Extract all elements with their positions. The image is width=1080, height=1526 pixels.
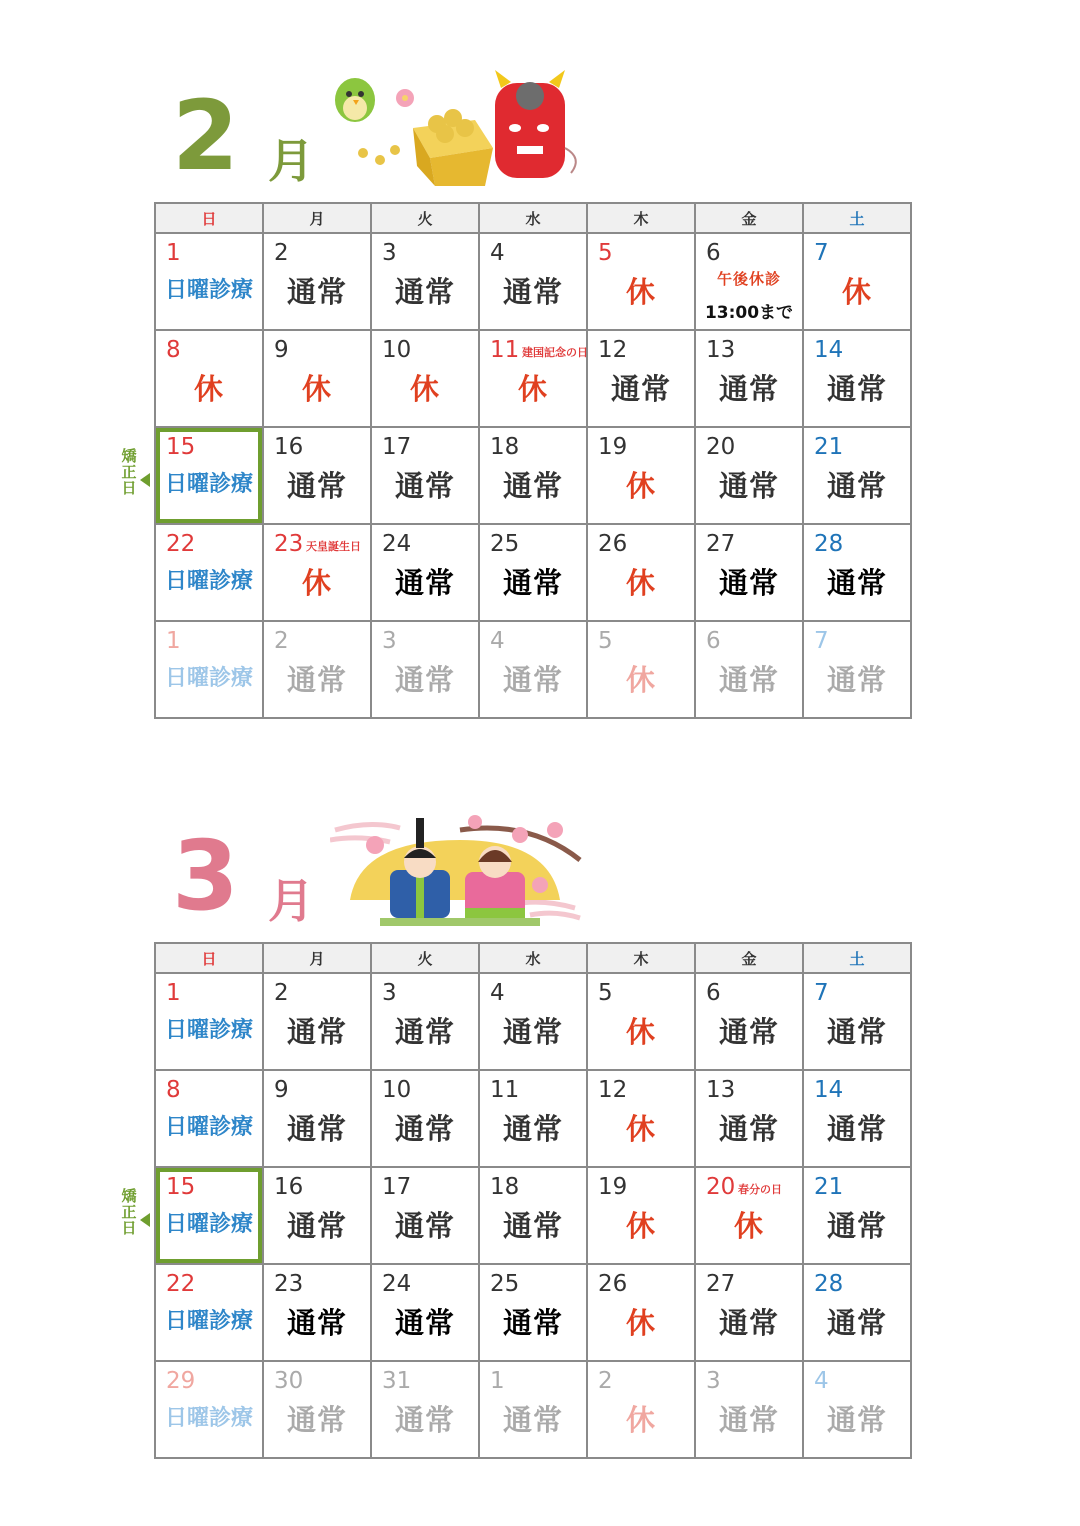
holiday-name: 建国記念の日 xyxy=(522,346,588,359)
day-cell xyxy=(155,621,263,718)
day-cell xyxy=(479,1167,587,1264)
day-number: 29 xyxy=(166,1368,196,1394)
day-number: 25 xyxy=(490,531,520,557)
day-number: 6 xyxy=(706,980,721,1006)
day-cell xyxy=(155,233,263,330)
day-number: 18 xyxy=(490,1174,520,1200)
day-status: 休 xyxy=(625,663,656,697)
day-cell xyxy=(479,1361,587,1458)
day-number: 21 xyxy=(814,434,844,460)
day-status: 休 xyxy=(625,1306,656,1340)
day-number: 23 xyxy=(274,1271,304,1297)
day-cell xyxy=(155,524,263,621)
day-cell xyxy=(479,233,587,330)
day-status: 通常 xyxy=(394,1015,455,1049)
day-cell xyxy=(803,233,911,330)
day-number: 7 xyxy=(814,980,829,1006)
weekday-header-cell: 月 xyxy=(263,943,371,973)
week-row xyxy=(155,973,911,1070)
day-number: 11 xyxy=(490,337,520,363)
day-status: 通常 xyxy=(502,469,563,503)
day-status: 休 xyxy=(409,372,440,406)
day-status: 通常 xyxy=(826,1112,887,1146)
month-kanji: 月 xyxy=(268,134,314,188)
day-status: 日曜診療 xyxy=(164,569,253,594)
day-number: 18 xyxy=(490,434,520,460)
day-number: 3 xyxy=(382,980,397,1006)
day-number: 26 xyxy=(598,531,628,557)
day-number: 3 xyxy=(382,240,397,266)
day-cell xyxy=(587,524,695,621)
day-number: 4 xyxy=(814,1368,829,1394)
day-status-detail: 13:00まで xyxy=(704,303,794,323)
day-cell xyxy=(371,427,479,524)
day-status: 通常 xyxy=(826,1306,887,1340)
week-row xyxy=(155,427,911,524)
day-cell xyxy=(371,1167,479,1264)
day-cell xyxy=(263,524,371,621)
day-status: 日曜診療 xyxy=(164,472,253,497)
day-status: 通常 xyxy=(394,275,455,309)
day-number: 15 xyxy=(166,1174,196,1200)
day-number: 28 xyxy=(814,1271,844,1297)
day-number: 4 xyxy=(490,980,505,1006)
day-status: 通常 xyxy=(502,663,563,697)
day-cell xyxy=(371,973,479,1070)
day-cell xyxy=(371,233,479,330)
day-number: 17 xyxy=(382,434,412,460)
month-kanji: 月 xyxy=(268,874,314,928)
day-cell xyxy=(803,621,911,718)
day-number: 1 xyxy=(490,1368,505,1394)
day-cell xyxy=(263,973,371,1070)
week-row xyxy=(155,524,911,621)
day-number: 8 xyxy=(166,1077,181,1103)
day-number: 14 xyxy=(814,1077,844,1103)
day-status: 通常 xyxy=(394,663,455,697)
day-cell xyxy=(803,427,911,524)
day-number: 4 xyxy=(490,240,505,266)
day-cell xyxy=(479,330,587,427)
day-status: 通常 xyxy=(718,1015,779,1049)
day-status: 日曜診療 xyxy=(164,278,253,303)
day-status: 通常 xyxy=(286,1209,347,1243)
day-number: 12 xyxy=(598,1077,628,1103)
day-number: 2 xyxy=(274,240,289,266)
day-cell xyxy=(371,621,479,718)
day-cell xyxy=(695,1361,803,1458)
day-cell xyxy=(371,1264,479,1361)
day-status: 休 xyxy=(625,1112,656,1146)
day-status: 通常 xyxy=(826,1015,887,1049)
day-number: 31 xyxy=(382,1368,412,1394)
day-status: 通常 xyxy=(286,1112,347,1146)
day-status: 通常 xyxy=(826,663,887,697)
day-number: 21 xyxy=(814,1174,844,1200)
day-cell xyxy=(803,973,911,1070)
day-number: 24 xyxy=(382,531,412,557)
day-status: 通常 xyxy=(394,1112,455,1146)
setsubun-illustration xyxy=(325,68,585,188)
day-status: 通常 xyxy=(502,566,563,600)
day-cell xyxy=(155,330,263,427)
day-status: 休 xyxy=(625,566,656,600)
day-cell xyxy=(155,1167,263,1264)
day-status: 休 xyxy=(517,372,548,406)
day-cell xyxy=(695,524,803,621)
day-number: 14 xyxy=(814,337,844,363)
day-status: 通常 xyxy=(394,1403,455,1437)
day-status: 休 xyxy=(625,469,656,503)
weekday-header-cell: 水 xyxy=(479,203,587,233)
day-status: 日曜診療 xyxy=(164,1406,253,1431)
day-status: 通常 xyxy=(718,469,779,503)
day-status: 通常 xyxy=(286,275,347,309)
day-number: 27 xyxy=(706,1271,736,1297)
day-status: 通常 xyxy=(394,1209,455,1243)
day-number: 7 xyxy=(814,240,829,266)
day-cell xyxy=(695,621,803,718)
correction-day-highlight xyxy=(156,1168,262,1263)
day-number: 1 xyxy=(166,628,181,654)
day-number: 12 xyxy=(598,337,628,363)
day-status: 通常 xyxy=(718,372,779,406)
day-number: 5 xyxy=(598,240,613,266)
day-cell xyxy=(371,1070,479,1167)
day-status: 休 xyxy=(625,1015,656,1049)
day-status: 通常 xyxy=(286,1306,347,1340)
day-status: 休 xyxy=(625,1209,656,1243)
day-status: 通常 xyxy=(286,663,347,697)
day-status: 日曜診療 xyxy=(164,1309,253,1334)
day-number: 7 xyxy=(814,628,829,654)
day-cell xyxy=(587,1264,695,1361)
correction-day-highlight xyxy=(156,428,262,523)
day-status: 通常 xyxy=(610,372,671,406)
day-cell xyxy=(587,427,695,524)
arrow-left-icon xyxy=(140,473,150,487)
day-number: 20 xyxy=(706,1174,736,1200)
day-cell xyxy=(695,1264,803,1361)
day-cell xyxy=(587,233,695,330)
day-number: 6 xyxy=(706,240,721,266)
day-cell xyxy=(587,1167,695,1264)
day-status: 通常 xyxy=(502,1015,563,1049)
day-status: 通常 xyxy=(826,372,887,406)
day-number: 22 xyxy=(166,531,196,557)
day-number: 1 xyxy=(166,240,181,266)
day-number: 19 xyxy=(598,1174,628,1200)
day-status: 休 xyxy=(841,275,872,309)
calendar-table-march xyxy=(154,942,912,1459)
day-status: 通常 xyxy=(826,469,887,503)
day-number: 27 xyxy=(706,531,736,557)
day-number: 2 xyxy=(598,1368,613,1394)
day-status: 午後休診 xyxy=(716,270,781,288)
day-number: 17 xyxy=(382,1174,412,1200)
day-cell xyxy=(479,524,587,621)
day-status: 通常 xyxy=(826,566,887,600)
day-number: 11 xyxy=(490,1077,520,1103)
day-cell xyxy=(695,427,803,524)
day-number: 3 xyxy=(382,628,397,654)
week-row xyxy=(155,330,911,427)
day-status: 通常 xyxy=(394,1306,455,1340)
day-number: 6 xyxy=(706,628,721,654)
day-cell xyxy=(371,1361,479,1458)
day-status: 休 xyxy=(625,275,656,309)
day-number: 5 xyxy=(598,980,613,1006)
day-number: 4 xyxy=(490,628,505,654)
day-status: 通常 xyxy=(502,1403,563,1437)
day-status: 通常 xyxy=(286,1015,347,1049)
day-cell xyxy=(587,1070,695,1167)
day-status: 通常 xyxy=(718,663,779,697)
day-number: 20 xyxy=(706,434,736,460)
day-cell xyxy=(803,1264,911,1361)
day-number: 5 xyxy=(598,628,613,654)
correction-day-label: 矯 正 日 xyxy=(121,1187,137,1237)
weekday-header-cell: 日 xyxy=(155,203,263,233)
day-cell xyxy=(263,1361,371,1458)
day-status: 通常 xyxy=(826,1209,887,1243)
calendar-body xyxy=(155,233,911,718)
day-number: 22 xyxy=(166,1271,196,1297)
day-cell xyxy=(587,1361,695,1458)
day-status: 通常 xyxy=(502,275,563,309)
day-cell xyxy=(587,973,695,1070)
day-status: 通常 xyxy=(394,566,455,600)
day-status: 日曜診療 xyxy=(164,1212,253,1237)
day-cell xyxy=(155,427,263,524)
day-cell xyxy=(155,1070,263,1167)
day-cell xyxy=(263,1264,371,1361)
week-row xyxy=(155,1167,911,1264)
day-cell xyxy=(263,1070,371,1167)
day-status: 通常 xyxy=(502,1112,563,1146)
day-status: 日曜診療 xyxy=(164,666,253,691)
day-cell xyxy=(371,524,479,621)
weekday-header-cell: 日 xyxy=(155,943,263,973)
day-status: 日曜診療 xyxy=(164,1018,253,1043)
day-number: 25 xyxy=(490,1271,520,1297)
week-row xyxy=(155,1264,911,1361)
day-cell xyxy=(695,233,803,330)
day-number: 26 xyxy=(598,1271,628,1297)
weekday-header-cell: 木 xyxy=(587,943,695,973)
day-number: 13 xyxy=(706,1077,736,1103)
day-cell xyxy=(479,427,587,524)
day-number: 16 xyxy=(274,434,304,460)
day-cell xyxy=(803,330,911,427)
day-status: 通常 xyxy=(286,469,347,503)
day-status: 通常 xyxy=(718,566,779,600)
weekday-header-cell: 火 xyxy=(371,203,479,233)
day-cell xyxy=(587,330,695,427)
day-cell xyxy=(587,621,695,718)
day-cell xyxy=(479,1264,587,1361)
day-status: 通常 xyxy=(502,1306,563,1340)
day-number: 28 xyxy=(814,531,844,557)
arrow-left-icon xyxy=(140,1213,150,1227)
calendar-table-february xyxy=(154,202,912,719)
day-status: 通常 xyxy=(718,1403,779,1437)
day-cell xyxy=(695,1167,803,1264)
day-number: 24 xyxy=(382,1271,412,1297)
peach-blossom-icon xyxy=(366,836,384,854)
day-cell xyxy=(695,1070,803,1167)
day-number: 10 xyxy=(382,337,412,363)
day-cell xyxy=(263,427,371,524)
day-number: 9 xyxy=(274,1077,289,1103)
day-status: 通常 xyxy=(718,1306,779,1340)
day-cell xyxy=(155,973,263,1070)
weekday-header-cell: 木 xyxy=(587,203,695,233)
day-number: 3 xyxy=(706,1368,721,1394)
holiday-name: 天皇誕生日 xyxy=(306,540,361,553)
day-cell xyxy=(263,1167,371,1264)
day-cell xyxy=(479,973,587,1070)
day-cell xyxy=(479,1070,587,1167)
day-number: 23 xyxy=(274,531,304,557)
day-status: 通常 xyxy=(718,1112,779,1146)
day-cell xyxy=(479,621,587,718)
day-cell xyxy=(803,1361,911,1458)
day-number: 19 xyxy=(598,434,628,460)
day-number: 1 xyxy=(166,980,181,1006)
day-cell xyxy=(263,621,371,718)
day-number: 13 xyxy=(706,337,736,363)
day-status: 休 xyxy=(193,372,224,406)
day-cell xyxy=(263,330,371,427)
weekday-header-cell: 火 xyxy=(371,943,479,973)
weekday-header xyxy=(155,203,911,233)
month-number: 2 xyxy=(172,80,239,192)
weekday-header-cell: 土 xyxy=(803,203,911,233)
day-cell xyxy=(695,973,803,1070)
day-status: 通常 xyxy=(394,469,455,503)
week-row xyxy=(155,1361,911,1458)
weekday-header-cell: 金 xyxy=(695,943,803,973)
day-number: 15 xyxy=(166,434,196,460)
day-cell xyxy=(803,1167,911,1264)
week-row xyxy=(155,621,911,718)
weekday-header-cell: 金 xyxy=(695,203,803,233)
day-cell xyxy=(155,1361,263,1458)
day-number: 2 xyxy=(274,980,289,1006)
weekday-header xyxy=(155,943,911,973)
day-status: 日曜診療 xyxy=(164,1115,253,1140)
day-status: 休 xyxy=(301,566,332,600)
day-cell xyxy=(155,1264,263,1361)
correction-day-label: 矯 正 日 xyxy=(121,447,137,497)
day-status: 休 xyxy=(301,372,332,406)
day-status: 通常 xyxy=(286,1403,347,1437)
holiday-name: 春分の日 xyxy=(738,1183,782,1196)
day-number: 16 xyxy=(274,1174,304,1200)
day-cell xyxy=(371,330,479,427)
month-number: 3 xyxy=(172,820,239,932)
day-cell xyxy=(803,524,911,621)
day-cell xyxy=(803,1070,911,1167)
day-status: 休 xyxy=(625,1403,656,1437)
day-status: 通常 xyxy=(826,1403,887,1437)
day-number: 30 xyxy=(274,1368,304,1394)
hina-dolls-illustration xyxy=(330,810,590,928)
day-number: 10 xyxy=(382,1077,412,1103)
day-cell xyxy=(263,233,371,330)
weekday-header-cell: 土 xyxy=(803,943,911,973)
day-status: 通常 xyxy=(502,1209,563,1243)
day-number: 9 xyxy=(274,337,289,363)
week-row xyxy=(155,1070,911,1167)
weekday-header-cell: 水 xyxy=(479,943,587,973)
day-status: 休 xyxy=(733,1209,764,1243)
day-number: 8 xyxy=(166,337,181,363)
day-cell xyxy=(695,330,803,427)
calendar-body xyxy=(155,973,911,1458)
weekday-header-cell: 月 xyxy=(263,203,371,233)
week-row xyxy=(155,233,911,330)
day-number: 2 xyxy=(274,628,289,654)
